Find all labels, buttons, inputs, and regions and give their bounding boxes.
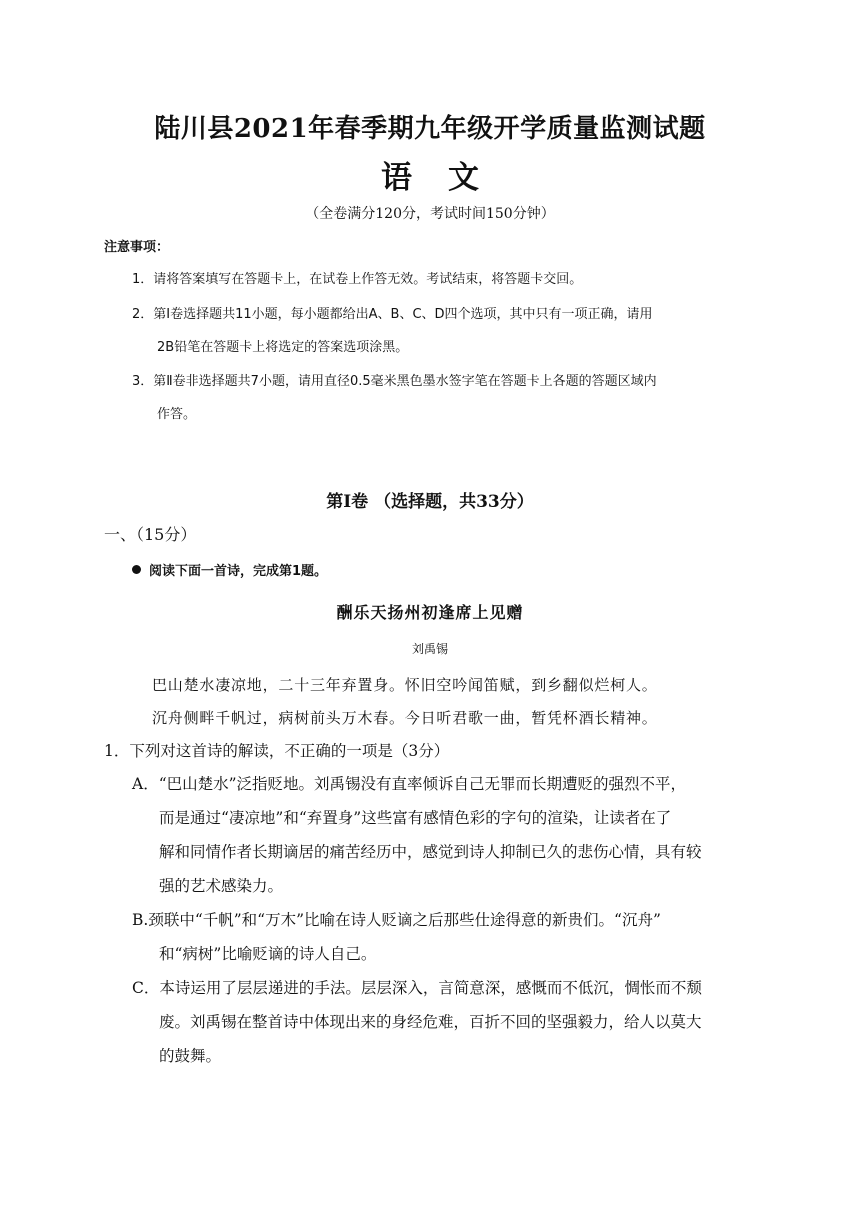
notice-item-2: 2．第Ⅰ卷选择题共11小题，每小题都给出A、B、C、D四个选项，其中只有一项正确，请用 <box>132 307 653 322</box>
bullet-icon <box>132 565 141 574</box>
instruction-text: 阅读下面一首诗，完成第1题。 <box>149 564 328 579</box>
question-1-stem: 1．下列对这首诗的解读，不正确的一项是（3分） <box>104 742 450 760</box>
option-c-line-2: 废。刘禹锡在整首诗中体现出来的身经危难，百折不回的坚强毅力，给人以莫大 <box>159 1013 702 1031</box>
exam-title: 陆川县2021年春季期九年级开学质量监测试题 <box>154 114 706 144</box>
section-title: 第Ⅰ卷 （选择题，共33分） <box>326 492 534 512</box>
score-time-note: （全卷满分120分，考试时间150分钟） <box>305 206 555 222</box>
poem-line-2: 沉舟侧畔千帆过，病树前头万木春。今日听君歌一曲，暂凭杯酒长精神。 <box>152 709 658 727</box>
option-a-line-3: 解和同情作者长期谪居的痛苦经历中，感觉到诗人抑制已久的悲伤心情，具有较 <box>159 843 702 861</box>
part-one-heading: 一、（15分） <box>104 525 197 544</box>
poem-line-1: 巴山楚水凄凉地，二十三年弃置身。怀旧空吟闻笛赋，到乡翻似烂柯人。 <box>152 676 658 694</box>
subject-title: 语文 <box>381 160 515 196</box>
option-c-line-1: C．本诗运用了层层递进的手法。层层深入，言简意深，感慨而不低沉，惆怅而不颓 <box>132 979 702 997</box>
option-a-line-4: 强的艺术感染力。 <box>159 877 284 895</box>
notice-item-1: 1．请将答案填写在答题卡上，在试卷上作答无效。考试结束，将答题卡交回。 <box>132 272 583 287</box>
poem-author: 刘禹锡 <box>411 642 448 656</box>
notice-item-3: 3．第Ⅱ卷非选择题共7小题，请用直径0.5毫米黑色墨水签字笔在答题卡上各题的答题区域内 <box>132 374 657 389</box>
option-a-line-1: A．“巴山楚水”泛指贬地。刘禹锡没有直率倾诉自己无罪而长期遭贬的强烈不平， <box>132 775 687 793</box>
reading-instruction <box>132 560 327 579</box>
option-b-line-2: 和“病树”比喻贬谪的诗人自己。 <box>159 945 377 963</box>
notice-heading: 注意事项： <box>104 240 170 255</box>
option-a-line-2: 而是通过“凄凉地”和“弃置身”这些富有感情色彩的字句的渲染，让读者在了 <box>159 809 672 827</box>
option-c-line-3: 的鼓舞。 <box>159 1047 222 1065</box>
option-b-line-1: B.颈联中“千帆”和“万木”比喻在诗人贬谪之后那些仕途得意的新贵们。“沉舟” <box>132 911 661 929</box>
notice-item-3-cont: 作答。 <box>157 407 197 422</box>
notice-item-2-cont: 2B铅笔在答题卡上将选定的答案选项涂黑。 <box>157 340 409 355</box>
poem-title: 酬乐天扬州初逢席上见赠 <box>336 603 524 622</box>
